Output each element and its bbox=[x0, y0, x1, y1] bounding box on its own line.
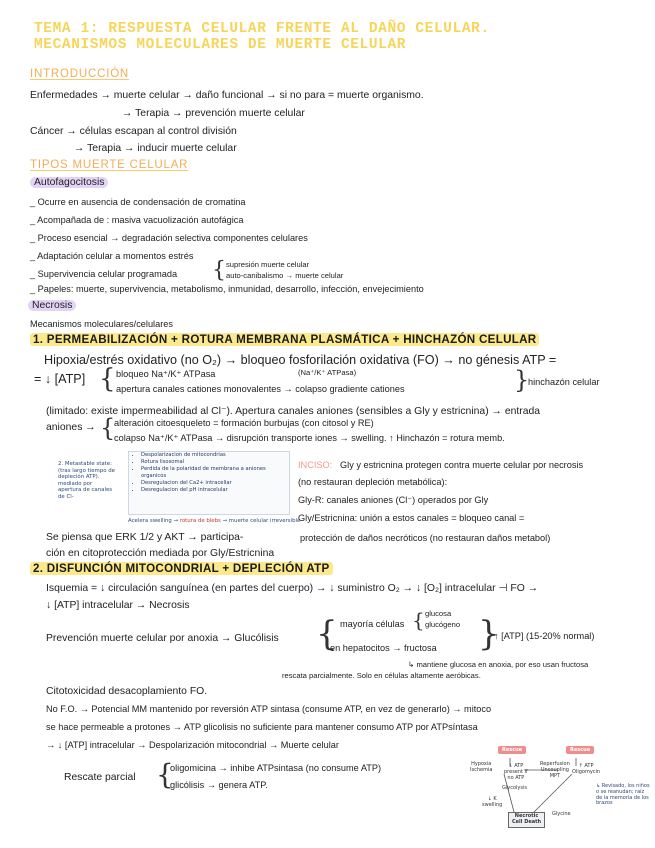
limitado-line: (limitado: existe impermeabilidad al Cl⁻). Apertura canales aniones (sensibles a Gly y estricnina) → entrada bbox=[46, 406, 541, 417]
citotox-heading: Citotoxicidad desacoplamiento FO. bbox=[46, 686, 208, 697]
atp-high-node: ↑ ATP Oligomycin bbox=[572, 763, 601, 775]
glycine-label: Glycine bbox=[552, 811, 571, 817]
atp-range: ↑ [ATP] (15-20% normal) bbox=[494, 631, 595, 641]
section2-heading: 2. DISFUNCIÓN MITOCONDRIAL + DEPLECIÓN ATP bbox=[30, 562, 333, 575]
figure-left-notes: 2. Metastable state: (tras largo tiempo de depleción ATP). mediado por apertura de canales de Cl- bbox=[58, 461, 115, 500]
rescata-note: rescata parcialmente. Solo en células altamente aeróbicas. bbox=[282, 671, 481, 680]
prevencion-line: Prevención muerte celular por anoxia → Glucólisis bbox=[46, 633, 279, 644]
autofagia-bullet: _ Ocurre en ausencia de condensación de cromatina bbox=[30, 197, 246, 207]
inciso-line: Gly y estricnina protegen contra muerte celular por necrosis bbox=[340, 460, 584, 470]
title-line-2: MECANISMOS MOLECULARES DE MUERTE CELULAR bbox=[34, 37, 407, 53]
autofagia-bullet: _ Acompañada de : masiva vacuolización autofágica bbox=[30, 215, 244, 225]
inciso-line: (no restauran depleción metabólica): bbox=[298, 477, 448, 487]
autofagia-bullet: _ Proceso esencial → degradación selectiva componentes celulares bbox=[30, 233, 308, 243]
mayoria-label: mayoría células bbox=[340, 619, 405, 629]
branch-bloqueo: bloqueo Na⁺/K⁺ ATPasa bbox=[116, 369, 216, 379]
mantiene-note: ↳ mantiene glucosa en anoxia, por eso usan fructosa bbox=[408, 660, 589, 669]
hepatocitos-label: en hepatocitos → fructosa bbox=[330, 643, 437, 653]
nofo-line: se hace permeable a protones → ATP glicolisis no suficiente para mantener consumo ATP por ATPsíntasa bbox=[46, 722, 478, 732]
title-line-1: TEMA 1: RESPUESTA CELULAR FRENTE AL DAÑO CELULAR. bbox=[34, 21, 490, 37]
swelling-node: ↓ K swelling bbox=[482, 796, 503, 808]
nofo-line: No F.O. → Potencial MM mantenido por reversión ATP sintasa (consume ATP, en vez de generarlo) → mitoco bbox=[46, 704, 492, 714]
autofagocitosis-label: Autofagocitosis bbox=[30, 177, 108, 188]
isquemia-line-2: ↓ [ATP] intracelular → Necrosis bbox=[46, 600, 190, 611]
section1-heading: 1. PERMEABILIZACIÓN + ROTURA MEMBRANA PLASMÁTICA + HINCHAZÓN CELULAR bbox=[30, 333, 539, 346]
figure-bottom-caption: Acelera swelling → rotura de blebs → muerte celular irreversible bbox=[128, 518, 301, 524]
autofagia-bullet: _ Papeles: muerte, supervivencia, metabolismo, inmunidad, desarrollo, infección, envejecimiento bbox=[30, 284, 424, 294]
mecanismos-label: Mecanismos moleculares/celulares bbox=[30, 319, 173, 329]
aniones-label: aniones → bbox=[46, 422, 96, 433]
figure-metastable-list: • Despolarizacion de mitocondrias • Rotura lisosomal • Perdida de la polaridad de membrana a aniones organicos • Desregulacion del Ca2+ intracellar • Desregulacion del pH intracelular bbox=[128, 451, 290, 515]
intro-line: → Terapia → prevención muerte celular bbox=[122, 108, 305, 119]
hinchazon-label: hinchazón celular bbox=[528, 377, 600, 387]
brace-icon: { bbox=[99, 364, 116, 394]
proteccion-line: protección de daños necróticos (no restauran daños metabol) bbox=[300, 533, 551, 543]
intro-line: → Terapia → inducir muerte celular bbox=[74, 143, 237, 154]
necrosis-label: Necrosis bbox=[28, 300, 76, 311]
branch-apertura: apertura canales cationes monovalentes → colapso gradiente cationes bbox=[116, 384, 405, 394]
inciso-line: Gly-R: canales aniones (Cl⁻) operados por Gly bbox=[298, 495, 489, 505]
rescate-branch: oligomicina → inhibe ATPsintasa (no consume ATP) bbox=[170, 763, 382, 773]
supervivencia-branch: auto-canibalismo → muerte celular bbox=[226, 271, 344, 280]
intro-line: Cáncer → células escapan al control división bbox=[30, 126, 237, 137]
brace-icon: { bbox=[100, 414, 116, 442]
hypoxia-node: Hypoxia Ischemia bbox=[470, 761, 493, 773]
glycolysis-label: Glycolysis bbox=[502, 785, 527, 791]
brace-icon: } bbox=[478, 614, 500, 654]
reperfusion-node: Reperfusion Uncoupling MPT bbox=[540, 761, 570, 779]
necrotic-cell-death-node: Necrotic Cell Death bbox=[508, 812, 545, 828]
glucosa-label: glucosa bbox=[425, 609, 452, 618]
glucogeno-label: glucógeno bbox=[425, 620, 461, 629]
supervivencia-branch: supresión muerte celular bbox=[226, 260, 310, 269]
inciso-label: INCISO: bbox=[298, 460, 333, 470]
atp-low-node: ↓ ATP present if no ATP bbox=[504, 763, 528, 781]
se-piensa-line-2: ción en citoprotección mediada por Gly/Estricnina bbox=[46, 548, 275, 559]
isquemia-line: Isquemia = ↓ circulación sanguínea (en partes del cuerpo) → ↓ suministro O₂ → ↓ [O₂] intracelular ⊣ FO → bbox=[46, 583, 539, 594]
brace-icon: { bbox=[412, 608, 425, 632]
inciso-line: Gly/Estricnina: unión a estos canales = bloqueo canal = bbox=[298, 513, 525, 523]
brace-icon: { bbox=[212, 258, 226, 283]
rescate-label: Rescate parcial bbox=[64, 772, 136, 783]
branch-bloqueo-note: (Na⁺/K⁺ ATPasa) bbox=[298, 368, 357, 377]
intro-line: Enfermedades → muerte celular → daño funcional → si no para = muerte organismo. bbox=[30, 90, 424, 101]
rescate-branch: glicólisis → genera ATP. bbox=[170, 780, 268, 790]
atp-prefix: = ↓ [ATP] bbox=[34, 372, 86, 386]
brace-icon: } bbox=[514, 366, 530, 394]
tipos-heading: TIPOS MUERTE CELULAR bbox=[30, 159, 189, 171]
aniones-branch: alteración citoesqueleto = formación burbujas (con citosol y RE) bbox=[114, 418, 374, 428]
rescue-badge: Rescue bbox=[498, 748, 526, 754]
intro-heading: INTRODUCCIÓN bbox=[30, 68, 130, 80]
diagram-side-note: ↳ Revisado, los niños o se reanudan; raíz de la memoria de los brazos bbox=[596, 783, 650, 807]
rescue-badge: Rescue bbox=[566, 748, 594, 754]
autofagia-bullet: _ Supervivencia celular programada bbox=[30, 269, 178, 279]
brace-icon: { bbox=[316, 614, 338, 654]
aniones-branch: colapso Na⁺/K⁺ ATPasa → disrupción transporte iones → swelling. ↑ Hinchazón = rotura memb. bbox=[114, 433, 505, 443]
autofagia-bullet: _ Adaptación celular a momentos estrés bbox=[30, 251, 194, 261]
se-piensa-line: Se piensa que ERK 1/2 y AKT → participa- bbox=[46, 532, 244, 543]
brace-icon: { bbox=[156, 758, 174, 791]
hipoxia-line: Hipoxia/estrés oxidativo (no O₂) → bloqueo fosforilación oxidativa (FO) → no génesis ATP = bbox=[44, 353, 557, 367]
nofo-line: → ↓ [ATP] intracelular → Despolarización mitocondrial → Muerte celular bbox=[46, 740, 339, 750]
